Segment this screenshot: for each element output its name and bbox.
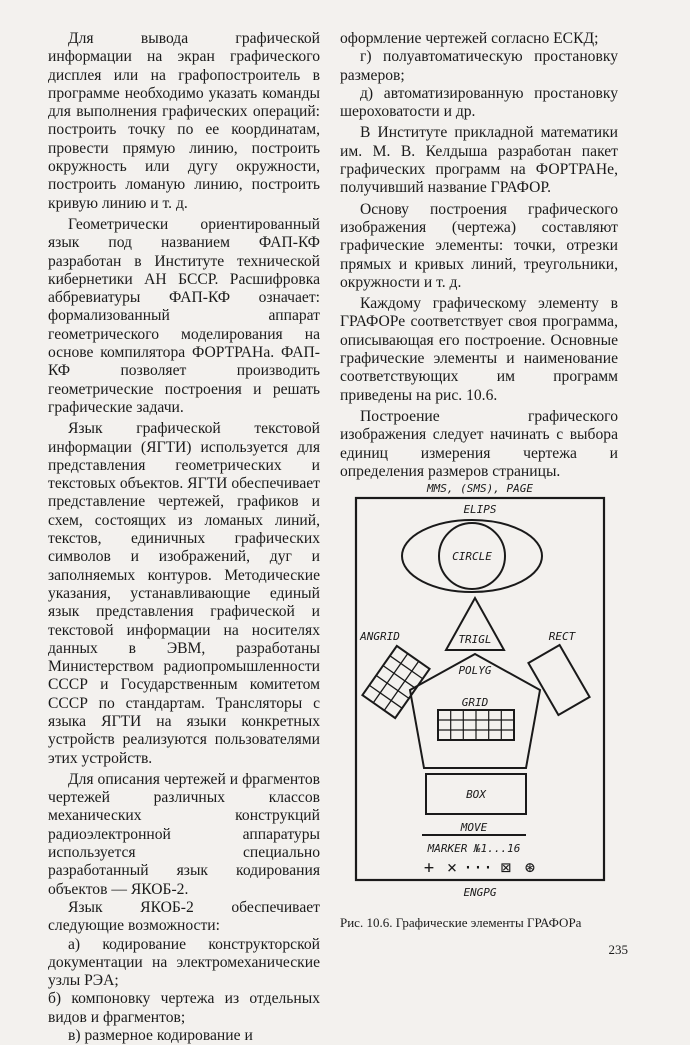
figure-caption: Рис. 10.6. Графические элементы ГРАФОРа	[340, 915, 582, 930]
marker-dot-3: ·	[482, 858, 494, 878]
right-column	[340, 30, 618, 481]
figure-label-trigl: TRIGL	[458, 633, 492, 646]
right-paragraph-5: Основу построения графического изображения (чертежа) составляют графические элементы: точки, отрезки прямых и кривых линий, треугольники, окружности и т. д.	[340, 200, 618, 291]
marker-dot-2: ·	[472, 858, 484, 878]
figure-label-box: BOX	[466, 788, 486, 801]
angrid-shape	[362, 646, 429, 718]
marker-cross: ×	[446, 858, 458, 878]
left-paragraph-2: Геометрически ориентированный язык под названием ФАП-КФ разработан в Институте технической кибернетики АН БССР. Расшифровка аббревиатуры ФАП-КФ означает: формализованный аппарат геометрического моделирования на основе компилятора ФОРТРАНа. ФАП-КФ позволяет производить геометрические построения и решать графические задачи.	[48, 215, 320, 416]
right-paragraph-1: оформление чертежей согласно ЕСКД;	[340, 30, 599, 47]
left-paragraph-5: Язык ЯКОБ-2 обеспечивает следующие возможности:	[48, 898, 320, 935]
list-item-c: в) размерное кодирование и	[68, 1027, 253, 1045]
figure-grafor-elements	[340, 478, 620, 908]
figure-label-move: MOVE	[460, 821, 488, 834]
figure-label-rect: RECT	[548, 630, 576, 643]
left-paragraph-3: Язык графической текстовой информации (ЯГТИ) используется для представления геометрических и текстовых объектов. ЯГТИ обеспечивает представление чертежей, графиков и схем, состоящих из ломаных линий, текстов, единичных графических символов и изображений, дуг и заполняемых контуров. Методические указания, устанавливающие единый язык представления графической и текстовой информации на носителях данных в ЭВМ, разработаны Министерством радиопромышленности СССР и Государственным комитетом СССР по стандартам. Трансляторы с языка ЯГТИ на языки конкретных устройств реализуются пользователями этих устройств.	[48, 420, 320, 767]
figure-label-page: MMS, (SMS), PAGE	[427, 482, 533, 495]
list-item-d: д) автоматизированную простановку шероховатости и др.	[340, 84, 618, 121]
figure-label-angrid: ANGRID	[360, 630, 400, 643]
list-item-b: б) компоновку чертежа из отдельных видов и фрагментов;	[48, 990, 320, 1026]
figure-label-polyg: POLYG	[458, 664, 492, 677]
list-item-a: а) кодирование конструкторской документации на электромеханические узлы РЭА;	[48, 935, 320, 990]
grid-shape	[438, 710, 514, 740]
list-item-g: г) полуавтоматическую простановку размеров;	[340, 48, 618, 84]
figure-label-circle: CIRCLE	[452, 550, 492, 563]
figure-label-grid: GRID	[461, 696, 489, 709]
figure-label-elips: ELIPS	[463, 503, 497, 516]
marker-plus: +	[423, 858, 435, 878]
right-paragraph-6: Каждому графическому элементу в ГРАФОРе соответствует своя программа, описывающая его построение. Основные графические элементы и наименование соответствующих им программ приведены на рис. 10.6.	[340, 295, 618, 404]
figure-label-marker: MARKER №1...16	[427, 842, 521, 855]
marker-boxed-x: ⊠	[500, 858, 512, 878]
marker-symbols	[424, 858, 535, 878]
right-paragraph-7: Построение графического изображения следует начинать с выбора единиц измерения чертежа и определения размеров страницы.	[340, 407, 618, 480]
figure-label-engpg: ENGPG	[463, 886, 497, 899]
left-paragraph-1: Для вывода графической информации на экран графического дисплея или на графопостроитель в программе необходимо указать команды для выполнения графических операций: построить точку по ее координатам, провести прямую линию, построить окружность или дугу окружности, построить ломаную линию, построить кривую линию и т. д.	[48, 30, 320, 212]
right-paragraph-4: В Институте прикладной математики им. М. В. Келдыша разработан пакет графических программ на ФОРТРАНе, получивший название ГРАФОР.	[340, 124, 618, 197]
marker-boxed-star: ⊛	[524, 858, 536, 878]
left-paragraph-4: Для описания чертежей и фрагментов чертежей различных классов механических конструкций радиоэлектронной аппаратуры используется специально разработанный язык кодирования объектов — ЯКОБ-2.	[48, 770, 320, 898]
marker-dot-1: ·	[462, 858, 474, 878]
left-column	[48, 30, 320, 1045]
page-number: 235	[608, 942, 628, 957]
